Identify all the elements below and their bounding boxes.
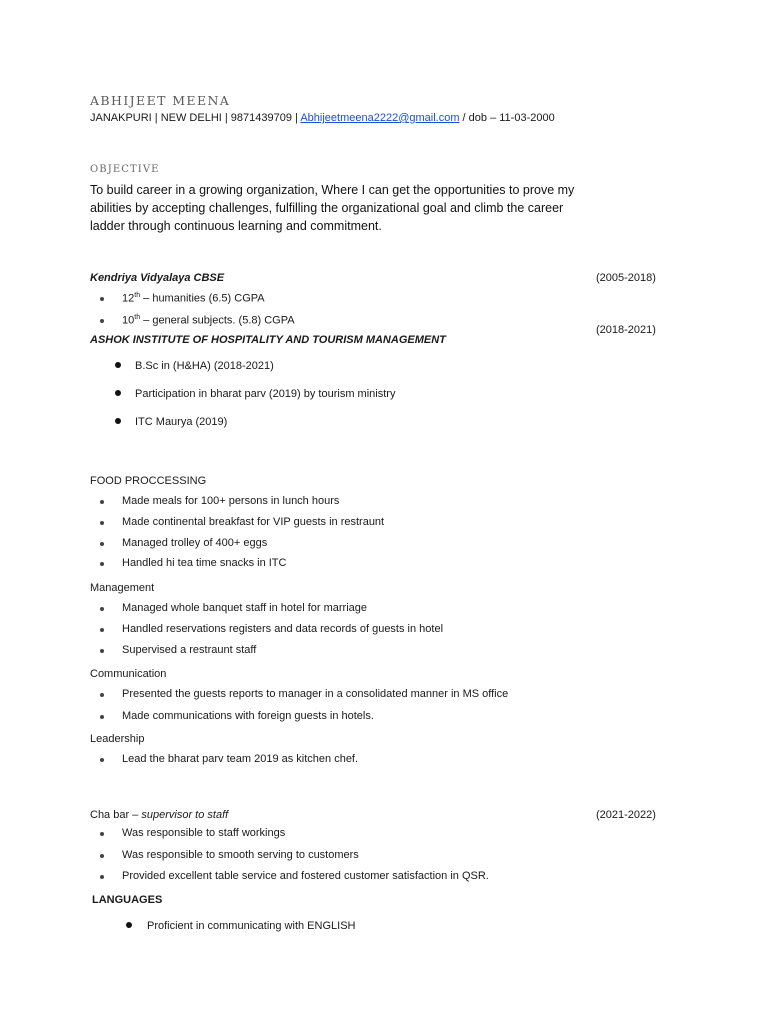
bullet-icon: [115, 418, 121, 424]
bullet-icon: [100, 758, 104, 762]
institute-item: Participation in bharat parv (2019) by tourism ministry: [135, 388, 396, 400]
candidate-name: ABHIJEET MEENA: [90, 93, 231, 108]
institute-years: (2018-2021): [596, 324, 656, 336]
email-link[interactable]: Abhijeetmeena2222@gmail.com: [300, 112, 460, 124]
bullet-icon: [100, 562, 104, 566]
school-name: Kendriya Vidyalaya CBSE: [90, 272, 225, 284]
institute-name: ASHOK INSTITUTE OF HOSPITALITY AND TOURISM MANAGEMENT: [90, 334, 446, 346]
bullet-icon: [115, 362, 121, 368]
food-item: Managed trolley of 400+ eggs: [122, 537, 268, 549]
experience-years: (2021-2022): [596, 809, 656, 821]
bullet-icon: [100, 542, 104, 546]
experience-item: Provided excellent table service and fostered customer satisfaction in QSR.: [122, 870, 489, 882]
experience-item: Was responsible to smooth serving to customers: [122, 849, 359, 861]
objective-text: To build career in a growing organization, Where I can get the opportunities to prove my abilities by accepting challenges, fulfilling the organizational goal and climb the career ladder through continuous learning and commitment.: [90, 183, 575, 233]
food-item: Made continental breakfast for VIP guests in restraunt: [122, 516, 385, 528]
food-item: Handled hi tea time snacks in ITC: [122, 557, 287, 569]
school-item-10th: 10th – general subjects. (5.8) CGPA: [122, 314, 295, 327]
management-item: Handled reservations registers and data records of guests in hotel: [122, 623, 444, 635]
contact-suffix: / dob – 11-03-2000: [459, 112, 555, 124]
bullet-icon: [100, 875, 104, 879]
food-heading: FOOD PROCCESSING: [90, 475, 207, 487]
management-item: Managed whole banquet staff in hotel for marriage: [122, 602, 368, 614]
bullet-icon: [115, 390, 121, 396]
communication-item: Made communications with foreign guests in hotels.: [122, 710, 374, 722]
experience-item: Was responsible to staff workings: [122, 827, 286, 839]
experience-title: [90, 809, 228, 821]
management-item: Supervised a restraunt staff: [122, 644, 257, 656]
communication-item: Presented the guests reports to manager in a consolidated manner in MS office: [122, 688, 509, 700]
objective-heading: OBJECTIVE: [90, 164, 160, 175]
food-item: Made meals for 100+ persons in lunch hours: [122, 495, 340, 507]
school-years: (2005-2018): [596, 272, 656, 284]
bullet-icon: [100, 607, 104, 611]
bullet-icon: [100, 521, 104, 525]
management-heading: Management: [90, 582, 155, 594]
languages-heading: LANGUAGES: [92, 894, 163, 906]
bullet-icon: [100, 319, 104, 323]
bullet-icon: [100, 715, 104, 719]
institute-item: ITC Maurya (2019): [135, 416, 228, 428]
school-item-12th: 12th – humanities (6.5) CGPA: [122, 292, 265, 305]
employer-name: Cha bar –: [90, 809, 142, 821]
bullet-icon: [100, 628, 104, 632]
bullet-icon: [126, 922, 132, 928]
communication-heading: Communication: [90, 668, 167, 680]
bullet-icon: [100, 832, 104, 836]
bullet-icon: [100, 854, 104, 858]
bullet-icon: [100, 649, 104, 653]
bullet-icon: [100, 500, 104, 504]
contact-line: [90, 112, 555, 124]
institute-item: B.Sc in (H&HA) (2018-2021): [135, 360, 274, 372]
language-item: Proficient in communicating with ENGLISH: [147, 920, 356, 932]
job-role: supervisor to staff: [141, 809, 229, 821]
leadership-heading: Leadership: [90, 733, 145, 745]
leadership-item: Lead the bharat parv team 2019 as kitchen chef.: [122, 753, 359, 765]
contact-prefix: JANAKPURI | NEW DELHI | 9871439709 |: [90, 112, 301, 124]
bullet-icon: [100, 297, 104, 301]
bullet-icon: [100, 693, 104, 697]
